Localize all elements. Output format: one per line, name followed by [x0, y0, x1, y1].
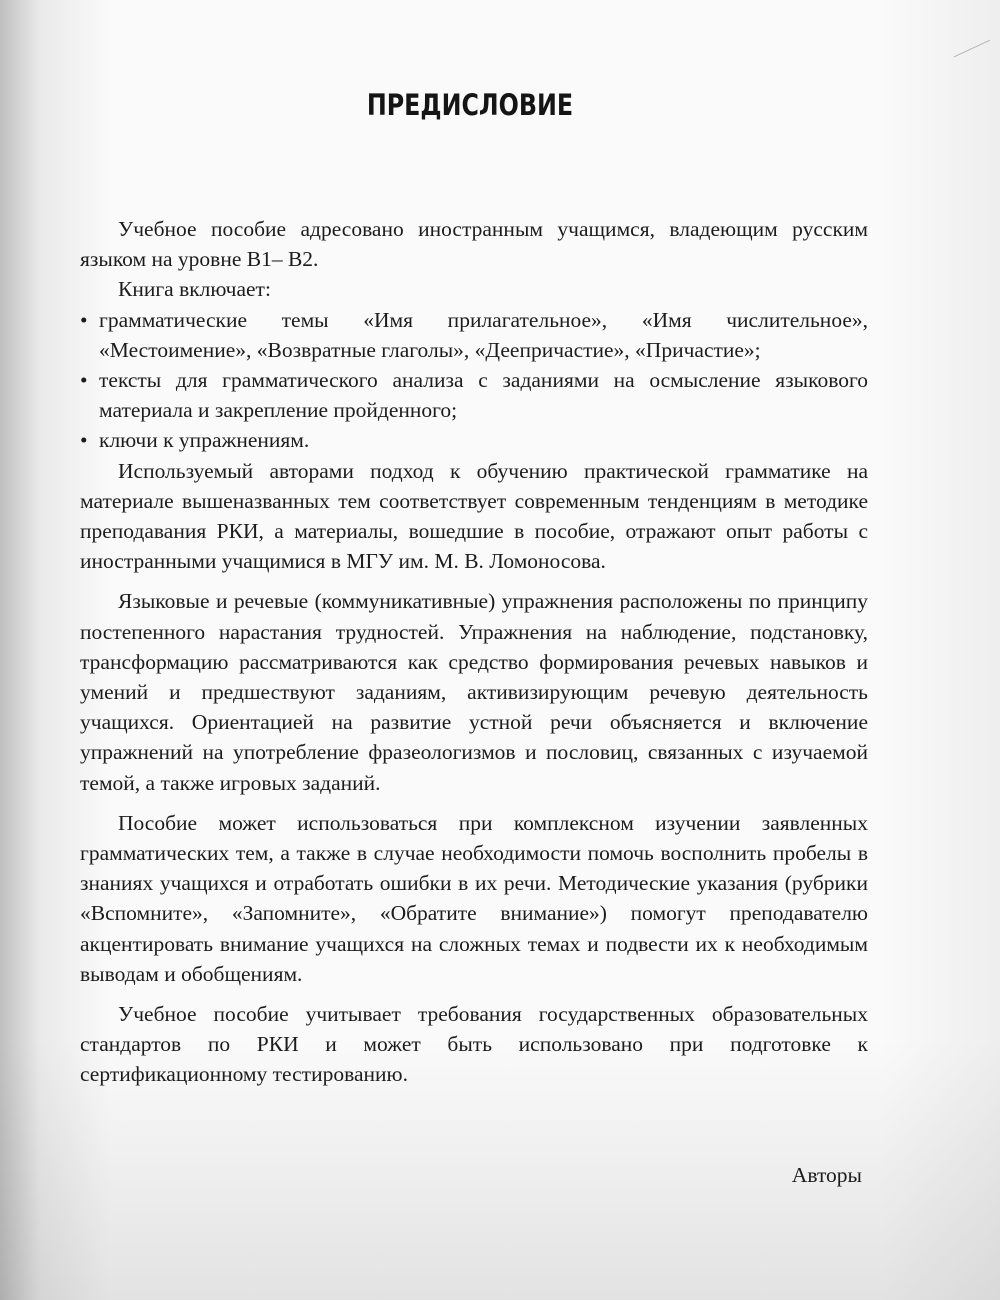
list-item [80, 365, 868, 425]
preface-body [80, 214, 868, 1090]
list-item [80, 305, 868, 365]
authors-signature: Авторы [791, 1163, 862, 1187]
bullet-icon: • [80, 428, 88, 453]
bullet-icon: • [80, 368, 88, 393]
contents-list [80, 305, 868, 456]
paragraph-book-includes: Книга включает: [118, 277, 271, 302]
bullet-icon: • [80, 307, 88, 332]
paragraph-usage: Пособие может использоваться при комплексном изучении заявленных грамматических тем, а также в случае необходимости помочь восполнить пробелы в знаниях учащихся и отработать ошибки в их речи. Методические указания (рубрики «Вспомните», «Запомните», «Обратите внимание») помогут преподавателю акцентировать внимание учащихся на сложных темах и подвести их к необходимым выводам и обобщениям. [80, 810, 868, 986]
list-item-text: ключи к упражнениям. [99, 428, 310, 453]
paragraph-standards: Учебное пособие учитывает требования государственных образовательных стандартов по РКИ и может быть использовано при подготовке к сертификационному тестированию. [80, 1002, 868, 1087]
list-item-text: грамматические темы «Имя прилагательное», «Имя числительное», «Местоимение», «Возвратные глаголы», «Деепричастие», «Причастие»; [99, 307, 868, 362]
paragraph-audience: Учебное пособие адресовано иностранным учащимся, владеющим русским языком на уровне В1– В2. [80, 217, 868, 272]
list-item-text: тексты для грамматического анализа с заданиями на осмысление языкового материала и закрепление пройденного; [99, 368, 868, 423]
paragraph-approach: Используемый авторами подход к обучению практической грамматике на материале вышеназванных тем соответствует современным тенденциям в методике преподавания РКИ, а материалы, вошедшие в пособие, отражают опыт работы с иностранными учащимися в МГУ им. М. В. Ломоносова. [80, 458, 868, 574]
page-title: ПРЕДИСЛОВИЕ [366, 88, 574, 122]
list-item [80, 425, 868, 455]
paragraph-exercises: Языковые и речевые (коммуникативные) упражнения расположены по принципу постепенного нарастания трудностей. Упражнения на наблюдение, подстановку, трансформацию рассматриваются как средство формирования речевых навыков и умений и предшествуют заданиям, активизирующим речевую деятельность учащихся. Ориентацией на развитие устной речи объясняется и включение упражнений на употребление фразеологизмов и пословиц, связанных с изучаемой темой, а также игровых заданий. [80, 589, 868, 795]
